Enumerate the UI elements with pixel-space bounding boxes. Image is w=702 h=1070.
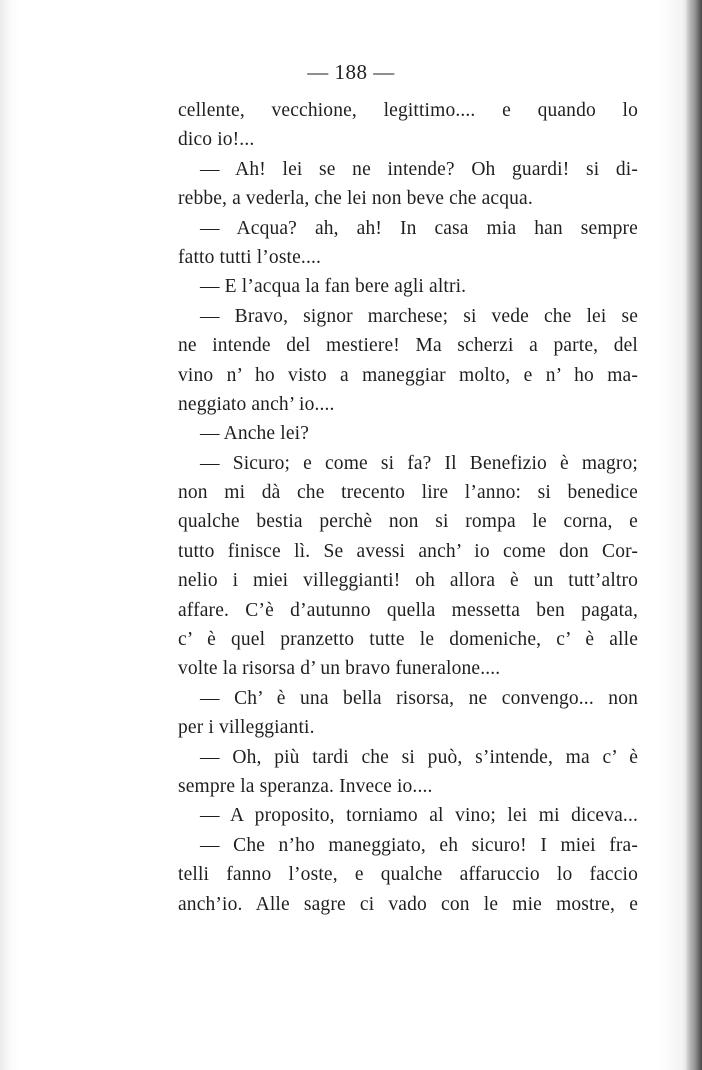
text-line: — A proposito, torniamo al vino; lei mi diceva... xyxy=(200,805,638,827)
text-line: non mi dà che trecento lire l’anno: si benedice xyxy=(178,482,638,504)
text-line: — Oh, più tardi che si può, s’intende, ma c’ è xyxy=(200,746,638,768)
binding-shadow xyxy=(686,0,702,1070)
text-line: telli fanno l’oste, e qualche affaruccio lo faccio xyxy=(178,864,638,886)
body-text xyxy=(178,96,638,919)
text-line: rebbe, a vederla, che lei non beve che acqua. xyxy=(178,188,533,210)
text-line: ne intende del mestiere! Ma scherzi a parte, del xyxy=(178,335,638,357)
text-line: — Ch’ è una bella risorsa, ne convengo... non xyxy=(200,687,638,709)
text-line: dico io!... xyxy=(178,129,255,151)
page-number: — 188 — xyxy=(307,60,395,84)
text-line: sempre la speranza. Invece io.... xyxy=(178,775,433,797)
text-line: — Acqua? ah, ah! In casa mia han sempre xyxy=(200,217,638,239)
page-left-edge xyxy=(0,0,10,1070)
text-line: — Anche lei? xyxy=(200,423,310,445)
text-line: — Ah! lei se ne intende? Oh guardi! si di- xyxy=(200,158,638,180)
text-line: volte la risorsa d’ un bravo funeralone.... xyxy=(178,658,501,680)
text-line: per i villeggianti. xyxy=(178,717,315,739)
text-line: qualche bestia perchè non si rompa le corna, e xyxy=(178,511,638,533)
text-line: nelio i miei villeggianti! oh allora è un tutt’altro xyxy=(178,570,638,592)
text-line: — Sicuro; e come si fa? Il Benefizio è magro; xyxy=(200,452,638,474)
text-line: neggiato anch’ io.... xyxy=(178,393,335,415)
text-line: — E l’acqua la fan bere agli altri. xyxy=(200,276,467,298)
text-line: fatto tutti l’oste.... xyxy=(178,246,322,268)
text-line: anch’io. Alle sagre ci vado con le mie mostre, e xyxy=(178,893,638,915)
text-line: affare. C’è d’autunno quella messetta ben pagata, xyxy=(178,599,638,621)
text-line: vino n’ ho visto a maneggiar molto, e n’ ho ma- xyxy=(178,364,638,386)
text-line: tutto finisce lì. Se avessi anch’ io come don Cor- xyxy=(178,540,638,562)
text-line: — Che n’ho maneggiato, eh sicuro! I miei fra- xyxy=(200,834,638,856)
text-line: — Bravo, signor marchese; si vede che lei se xyxy=(200,305,638,327)
text-line: c’ è quel pranzetto tutte le domeniche, c’ è alle xyxy=(178,629,638,651)
text-line: cellente, vecchione, legittimo.... e quando lo xyxy=(178,100,638,121)
